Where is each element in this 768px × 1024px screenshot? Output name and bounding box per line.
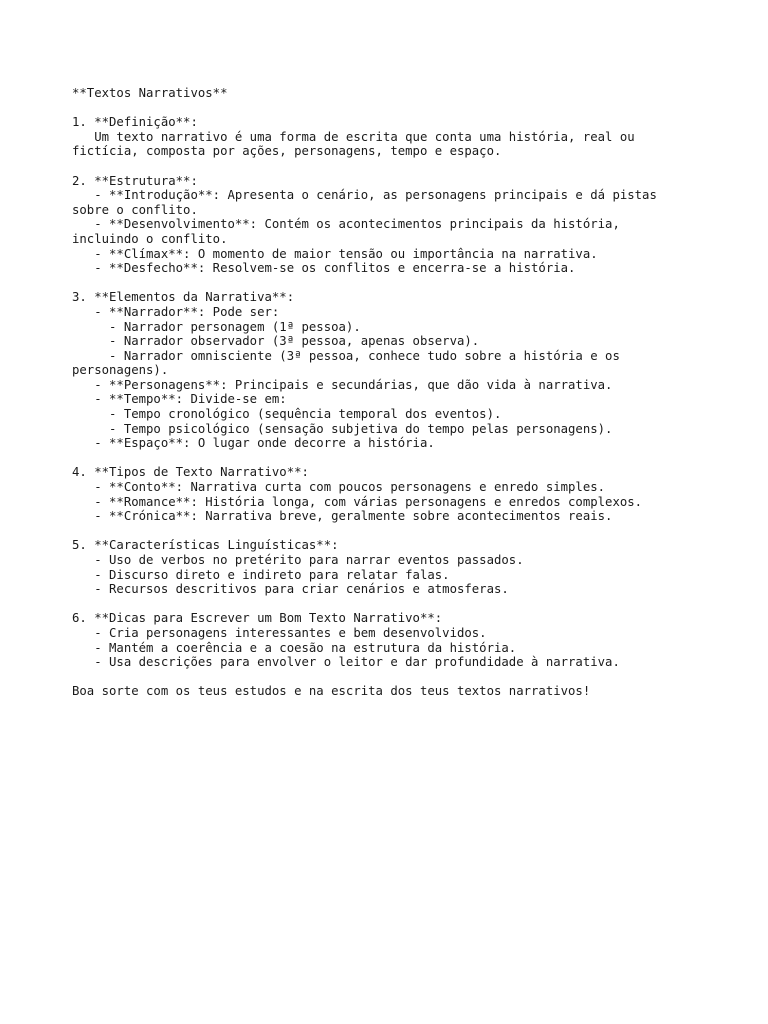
section-line: personagens). <box>72 363 169 378</box>
section-line: - **Romance**: História longa, com várias personagens e enredos complexos. <box>72 494 643 509</box>
spacer <box>72 276 708 291</box>
section-line: Um texto narrativo é uma forma de escrita que conta uma história, real ou <box>72 129 635 144</box>
section-heading: 2. **Estrutura**: <box>72 173 198 188</box>
section-3 <box>72 290 708 451</box>
section-line: - **Clímax**: O momento de maior tensão ou importância na narrativa. <box>72 246 598 261</box>
section-heading: 6. **Dicas para Escrever um Bom Texto Narrativo**: <box>72 611 443 626</box>
section-line: - **Personagens**: Principais e secundárias, que dão vida à narrativa. <box>72 377 613 392</box>
spacer <box>72 597 708 612</box>
document-body <box>72 115 708 684</box>
section-line: - **Narrador**: Pode ser: <box>72 304 280 319</box>
section-line: - Tempo psicológico (sensação subjetiva do tempo pelas personagens). <box>72 421 613 436</box>
spacer <box>72 524 708 539</box>
section-1 <box>72 115 708 159</box>
section-line: - Uso de verbos no pretérito para narrar eventos passados. <box>72 553 524 567</box>
section-line: - **Crónica**: Narrativa breve, geralmente sobre acontecimentos reais. <box>72 509 613 524</box>
section-line: sobre o conflito. <box>72 202 198 217</box>
section-heading: 1. **Definição**: <box>72 115 198 130</box>
spacer <box>72 101 708 116</box>
section-5 <box>72 538 708 596</box>
section-line: - Usa descrições para envolver o leitor e dar profundidade à narrativa. <box>72 655 620 670</box>
section-line: incluindo o conflito. <box>72 231 228 246</box>
section-line: - Tempo cronológico (sequência temporal dos eventos). <box>72 407 502 422</box>
section-heading: 4. **Tipos de Texto Narrativo**: <box>72 465 309 480</box>
closing-line: Boa sorte com os teus estudos e na escrita dos teus textos narrativos! <box>72 684 591 699</box>
section-line: - Recursos descritivos para criar cenários e atmosferas. <box>72 582 509 597</box>
section-6 <box>72 611 708 669</box>
spacer <box>72 159 708 174</box>
section-line: - **Tempo**: Divide-se em: <box>72 392 287 407</box>
section-4 <box>72 465 708 523</box>
section-line: fictícia, composta por ações, personagens, tempo e espaço. <box>72 144 502 159</box>
section-line: - **Espaço**: O lugar onde decorre a história. <box>72 436 435 451</box>
spacer <box>72 670 708 685</box>
section-line: - **Desenvolvimento**: Contém os acontecimentos principais da história, <box>72 217 620 232</box>
section-line: - **Conto**: Narrativa curta com poucos personagens e enredo simples. <box>72 480 606 495</box>
section-line: - **Introdução**: Apresenta o cenário, as personagens principais e dá pistas <box>72 188 657 203</box>
section-heading: 3. **Elementos da Narrativa**: <box>72 290 295 305</box>
document-title: **Textos Narrativos** <box>72 86 228 100</box>
section-line: - Narrador observador (3ª pessoa, apenas observa). <box>72 334 480 349</box>
section-line: - Discurso direto e indireto para relatar falas. <box>72 567 450 582</box>
section-line: - Narrador omnisciente (3ª pessoa, conhece tudo sobre a história e os <box>72 348 620 363</box>
section-line: - Narrador personagem (1ª pessoa). <box>72 319 361 334</box>
section-line: - Cria personagens interessantes e bem desenvolvidos. <box>72 625 487 640</box>
section-heading: 5. **Características Linguísticas**: <box>72 538 339 553</box>
section-2 <box>72 174 708 276</box>
section-line: - **Desfecho**: Resolvem-se os conflitos e encerra-se a história. <box>72 261 576 276</box>
spacer <box>72 451 708 466</box>
section-line: - Mantém a coerência e a coesão na estrutura da história. <box>72 640 517 655</box>
